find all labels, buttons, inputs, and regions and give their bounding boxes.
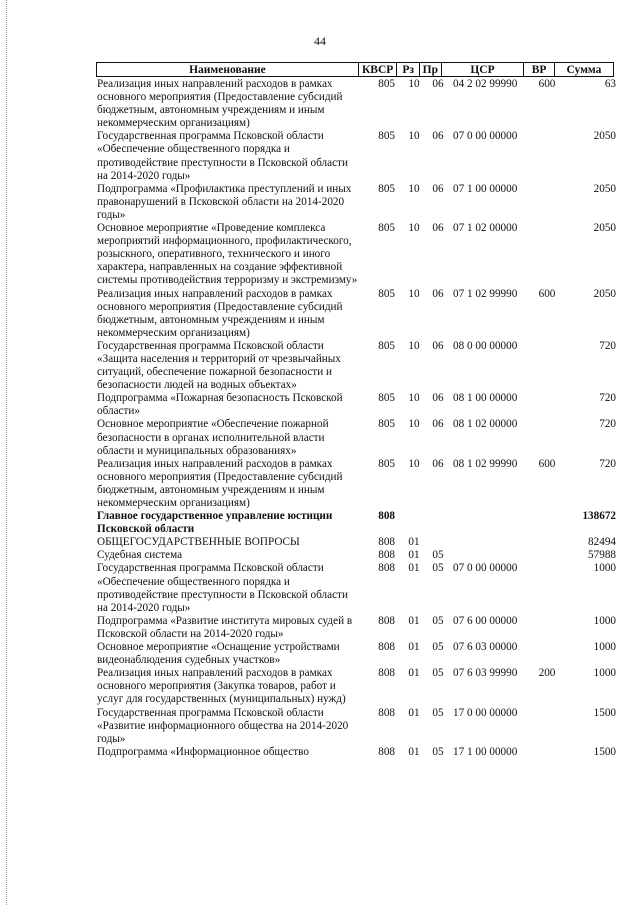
table-row [96, 667, 616, 706]
cell-rz: 01 [408, 562, 420, 575]
cell-csr: 08 1 00 00000 [453, 392, 518, 405]
cell-kvsr: 805 [378, 418, 395, 431]
cell-name: Основное мероприятие «Оснащение устройствами видеонаблюдения судебных участков» [97, 641, 340, 667]
cell-pr [427, 510, 449, 536]
cell-pr: 05 [432, 745, 444, 758]
cell-sum: 720 [599, 418, 616, 431]
cell-sum: 57988 [588, 549, 616, 562]
header-pr: Пр [420, 63, 442, 76]
cell-csr: 07 6 03 00000 [453, 641, 518, 654]
table-row [96, 340, 616, 392]
cell-rz: 10 [408, 418, 420, 431]
cell-rz: 10 [408, 222, 420, 235]
cell-vr [532, 340, 562, 392]
cell-csr: 07 1 02 00000 [453, 222, 518, 235]
cell-pr: 05 [432, 667, 444, 680]
cell-rz: 10 [408, 130, 420, 143]
header-sum: Сумма [566, 63, 602, 76]
cell-pr: 05 [432, 641, 444, 654]
cell-vr [532, 641, 562, 667]
cell-kvsr: 808 [378, 614, 395, 627]
cell-pr: 05 [432, 562, 444, 575]
cell-name: Реализация иных направлений расходов в рамках основного мероприятия (Предоставление субсидий бюджетным, автономным учреждениям и иным некоммерческим организациям) [97, 457, 343, 509]
cell-vr [532, 549, 562, 562]
table-row [96, 510, 616, 536]
table-row [96, 641, 616, 667]
cell-name: Судебная система [97, 549, 183, 562]
table-row [96, 288, 616, 340]
cell-csr: 04 2 02 99990 [453, 78, 518, 90]
cell-csr: 07 6 03 99990 [453, 667, 518, 680]
page-edge-rule [6, 0, 7, 905]
cell-csr: 07 1 00 00000 [453, 182, 518, 195]
cell-vr [532, 418, 562, 457]
cell-kvsr: 808 [378, 667, 395, 680]
cell-vr: 600 [538, 287, 556, 300]
cell-rz: 01 [408, 536, 420, 549]
cell-sum: 138672 [582, 510, 616, 523]
cell-vr [532, 392, 562, 418]
cell-kvsr: 808 [378, 706, 395, 719]
header-vr: ВР [524, 63, 555, 76]
cell-vr [532, 746, 562, 759]
cell-sum: 1000 [593, 641, 616, 654]
cell-pr: 05 [432, 614, 444, 627]
cell-pr: 06 [432, 392, 444, 405]
cell-pr: 06 [432, 418, 444, 431]
cell-pr: 06 [432, 222, 444, 235]
cell-csr: 17 0 00 00000 [453, 706, 518, 719]
header-rz: Рз [397, 63, 420, 76]
cell-csr: 17 1 00 00000 [453, 745, 518, 758]
cell-name: Государственная программа Псковской области «Защита населения и территорий от чрезвычайных ситуаций, обеспечение пожарной безопасности и безопасности людей на водных объектах» [97, 339, 341, 392]
cell-kvsr: 808 [378, 510, 395, 523]
cell-sum: 720 [599, 339, 616, 352]
cell-name: ОБЩЕГОСУДАРСТВЕННЫЕ ВОПРОСЫ [97, 536, 300, 549]
cell-csr [449, 510, 532, 536]
header-csr: ЦСР [442, 63, 525, 76]
table-row [96, 458, 616, 510]
cell-kvsr: 808 [378, 745, 395, 758]
cell-name: Реализация иных направлений расходов в рамках основного мероприятия (Предоставление субсидий бюджетным, автономным учреждениям и иным некоммерческим организациям) [97, 287, 343, 339]
cell-pr: 05 [432, 706, 444, 719]
cell-pr: 06 [432, 182, 444, 195]
cell-sum: 1500 [593, 706, 616, 719]
table-row [96, 549, 616, 562]
cell-vr [532, 562, 562, 614]
cell-pr [427, 536, 449, 549]
cell-csr: 08 0 00 00000 [453, 339, 518, 352]
cell-sum: 720 [599, 392, 616, 405]
page-number: 44 [314, 34, 326, 48]
cell-pr: 06 [432, 287, 444, 300]
cell-vr [532, 222, 562, 287]
cell-pr: 06 [432, 339, 444, 352]
cell-vr: 600 [538, 78, 556, 90]
table-row [96, 418, 616, 457]
cell-rz: 01 [408, 706, 420, 719]
budget-table-body [96, 78, 616, 759]
cell-name: Государственная программа Псковской области «Обеспечение общественного порядка и противодействие преступности в Псковской области на 2014-2020 годы» [97, 130, 348, 182]
cell-kvsr: 805 [378, 287, 395, 300]
cell-kvsr: 805 [378, 222, 395, 235]
cell-sum: 2050 [593, 130, 616, 143]
table-header [96, 62, 614, 77]
cell-sum: 1000 [593, 667, 616, 680]
cell-kvsr: 808 [378, 641, 395, 654]
table-row [96, 536, 616, 549]
header-name: Наименование [97, 63, 359, 76]
cell-vr [532, 130, 562, 182]
cell-name: Подпрограмма «Пожарная безопасность Псковской области» [97, 392, 343, 418]
cell-kvsr: 805 [378, 339, 395, 352]
cell-rz [401, 510, 427, 536]
cell-csr: 07 1 02 99990 [453, 287, 518, 300]
cell-csr [449, 549, 532, 562]
cell-vr [532, 536, 562, 549]
cell-rz: 10 [408, 287, 420, 300]
cell-sum: 720 [599, 457, 616, 470]
cell-vr [532, 510, 562, 536]
cell-csr: 07 0 00 00000 [453, 562, 518, 575]
cell-sum: 1000 [593, 562, 616, 575]
cell-name: Государственная программа Псковской области «Обеспечение общественного порядка и противодействие преступности в Псковской области на 2014-2020 годы» [97, 562, 348, 614]
cell-vr: 200 [538, 667, 556, 680]
cell-kvsr: 808 [378, 536, 395, 549]
cell-kvsr: 805 [378, 392, 395, 405]
cell-sum: 1000 [593, 614, 616, 627]
cell-name: Реализация иных направлений расходов в рамках основного мероприятия (Предоставление субсидий бюджетным, автономным учреждениям и иным некоммерческим организациям) [97, 78, 343, 130]
header-kvsr: КВСР [359, 63, 397, 76]
cell-name: Подпрограмма «Профилактика преступлений и иных правонарушений в Псковской области на 2014-2020 годы» [97, 182, 352, 221]
cell-sum: 63 [604, 78, 616, 90]
cell-sum: 2050 [593, 222, 616, 235]
cell-kvsr: 808 [378, 549, 395, 562]
cell-name: Подпрограмма «Информационное общество [97, 745, 309, 758]
cell-rz: 10 [408, 457, 420, 470]
cell-sum: 82494 [588, 536, 616, 549]
cell-name: Государственная программа Псковской области «Развитие информационного общества на 2014-2020 годы» [97, 706, 349, 745]
table-row [96, 183, 616, 222]
cell-sum: 2050 [593, 182, 616, 195]
cell-name: Основное мероприятие «Проведение комплекса мероприятий информационного, профилактического, розыскного, оперативного, технического и иного характера, направленных на создание эффективной системы противодействия терроризму и экстремизму» [97, 222, 358, 287]
cell-kvsr: 808 [378, 562, 395, 575]
cell-rz: 10 [408, 78, 420, 90]
cell-pr: 05 [432, 549, 444, 562]
cell-vr: 600 [538, 457, 556, 470]
cell-sum: 1500 [593, 745, 616, 758]
cell-kvsr: 805 [378, 130, 395, 143]
cell-rz: 10 [408, 392, 420, 405]
cell-kvsr: 805 [378, 182, 395, 195]
cell-kvsr: 805 [378, 78, 395, 90]
cell-pr: 06 [432, 78, 444, 90]
cell-name: Главное государственное управление юстиции Псковской области [97, 510, 333, 536]
table-row [96, 222, 616, 287]
cell-rz: 01 [408, 641, 420, 654]
cell-csr: 08 1 02 99990 [453, 457, 518, 470]
cell-sum: 2050 [593, 287, 616, 300]
table-row [96, 392, 616, 418]
cell-pr: 06 [432, 130, 444, 143]
cell-vr [532, 707, 562, 746]
cell-name: Подпрограмма «Развитие института мировых судей в Псковской области на 2014-2020 годы» [97, 614, 353, 640]
table-row [96, 562, 616, 614]
cell-csr: 07 6 00 00000 [453, 614, 518, 627]
table-row [96, 130, 616, 182]
cell-vr [532, 183, 562, 222]
cell-pr: 06 [432, 457, 444, 470]
cell-name: Основное мероприятие «Обеспечение пожарной безопасности в органах исполнительной власти области и муниципальных образованиях» [97, 418, 329, 457]
cell-rz: 01 [408, 549, 420, 562]
cell-rz: 01 [408, 745, 420, 758]
cell-csr [449, 536, 532, 549]
table-row [96, 746, 616, 759]
table-row [96, 615, 616, 641]
cell-rz: 01 [408, 667, 420, 680]
table-row [96, 78, 616, 130]
table-row [96, 707, 616, 746]
cell-name: Реализация иных направлений расходов в рамках основного мероприятия (Закупка товаров, работ и услуг для государственных (муниципальных) нужд) [97, 667, 346, 706]
cell-kvsr: 805 [378, 457, 395, 470]
cell-rz: 10 [408, 339, 420, 352]
cell-csr: 08 1 02 00000 [453, 418, 518, 431]
cell-vr [532, 615, 562, 641]
cell-rz: 10 [408, 182, 420, 195]
cell-csr: 07 0 00 00000 [453, 130, 518, 143]
cell-rz: 01 [408, 614, 420, 627]
